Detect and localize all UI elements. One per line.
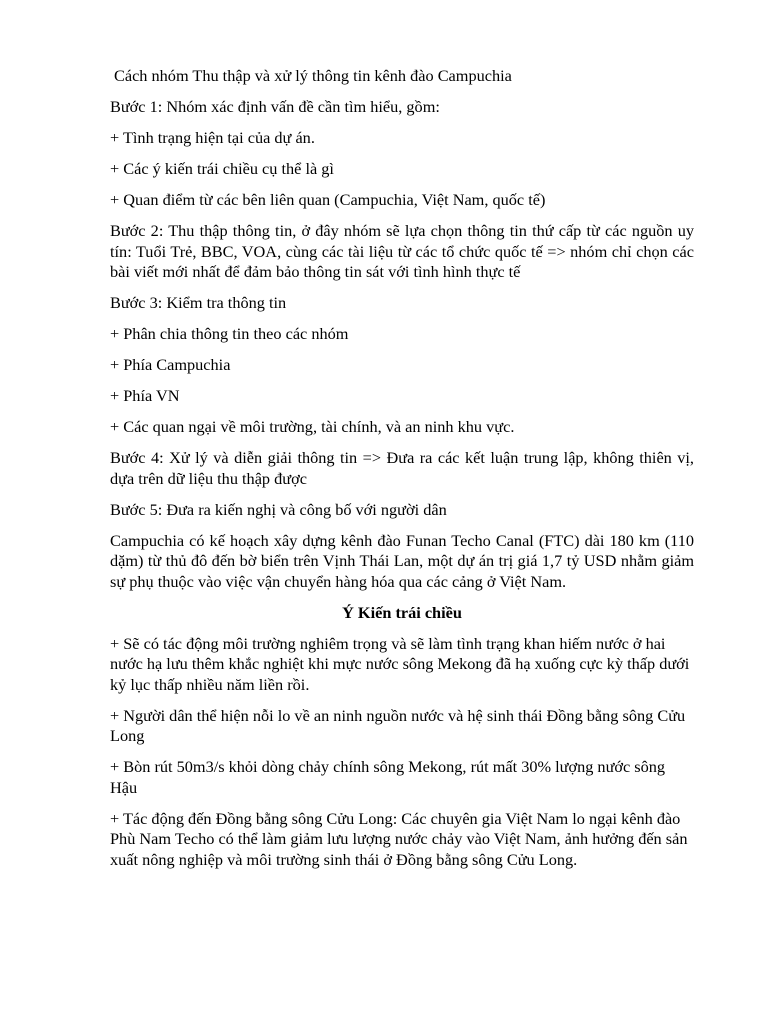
opinion-item: + Người dân thể hiện nỗi lo về an ninh nguồn nước và hệ sinh thái Đồng bằng sông Cửu Long — [110, 705, 686, 745]
step-3-item: + Phía Campuchia — [110, 355, 231, 374]
step-3-item: + Phía VN — [110, 386, 180, 405]
opinion-item: + Bòn rút 50m3/s khỏi dòng chảy chính sông Mekong, rút mất 30% lượng nước sông Hậu — [110, 757, 666, 797]
step-5: Bước 5: Đưa ra kiến nghị và công bố với người dân — [110, 499, 447, 519]
step-1-item: + Tình trạng hiện tại của dự án. — [110, 128, 315, 147]
context-paragraph: Campuchia có kế hoạch xây dựng kênh đào Funan Techo Canal (FTC) dài 180 km (110 dặm) từ thủ đô đến bờ biển trên Vịnh Thái Lan, một dự án trị giá 1,7 tỷ USD nhằm giảm sự phụ thuộc vào việc vận chuyển hàng hóa qua các cảng ở Việt Nam. — [110, 530, 694, 591]
step-2: Bước 2: Thu thập thông tin, ở đây nhóm sẽ lựa chọn thông tin thứ cấp từ các nguồn uy tín: Tuổi Trẻ, BBC, VOA, cùng các tài liệu từ các tổ chức quốc tế => nhóm chỉ chọn các bài viết mới nhất để đảm bảo thông tin sát với tình hình thực tế — [110, 221, 694, 281]
step-1: Bước 1: Nhóm xác định vấn đề cần tìm hiểu, gồm: — [110, 97, 440, 116]
document-title: Cách nhóm Thu thập và xử lý thông tin kênh đào Campuchia — [114, 66, 512, 85]
document-body — [110, 66, 694, 881]
step-4: Bước 4: Xử lý và diễn giải thông tin => Đưa ra các kết luận trung lập, không thiên vị, dựa trên dữ liệu thu thập được — [110, 448, 694, 488]
step-3-item: + Các quan ngại về môi trường, tài chính, và an ninh khu vực. — [110, 417, 515, 436]
step-3: Bước 3: Kiểm tra thông tin — [110, 293, 287, 312]
step-1-item: + Các ý kiến trái chiều cụ thể là gì — [110, 159, 334, 178]
opinion-item: + Tác động đến Đồng bằng sông Cửu Long: Các chuyên gia Việt Nam lo ngại kênh đào Phù Nam Techo có thể làm giảm lưu lượng nước chảy vào Việt Nam, ảnh hưởng đến sản xuất nông nghiệp và môi trường sinh thái ở Đồng bằng sông Cửu Long. — [110, 808, 688, 869]
section-heading: Ý Kiến trái chiều — [342, 602, 462, 622]
step-3-item: + Phân chia thông tin theo các nhóm — [110, 324, 349, 343]
step-1-item: + Quan điểm từ các bên liên quan (Campuchia, Việt Nam, quốc tế) — [110, 190, 546, 209]
opinion-item: + Sẽ có tác động môi trường nghiêm trọng và sẽ làm tình trạng khan hiếm nước ở hai nước hạ lưu thêm khắc nghiệt khi mực nước sông Mekong đã hạ xuống cực kỳ thấp dưới kỷ lục thấp nhiều năm liền rồi. — [110, 633, 690, 694]
